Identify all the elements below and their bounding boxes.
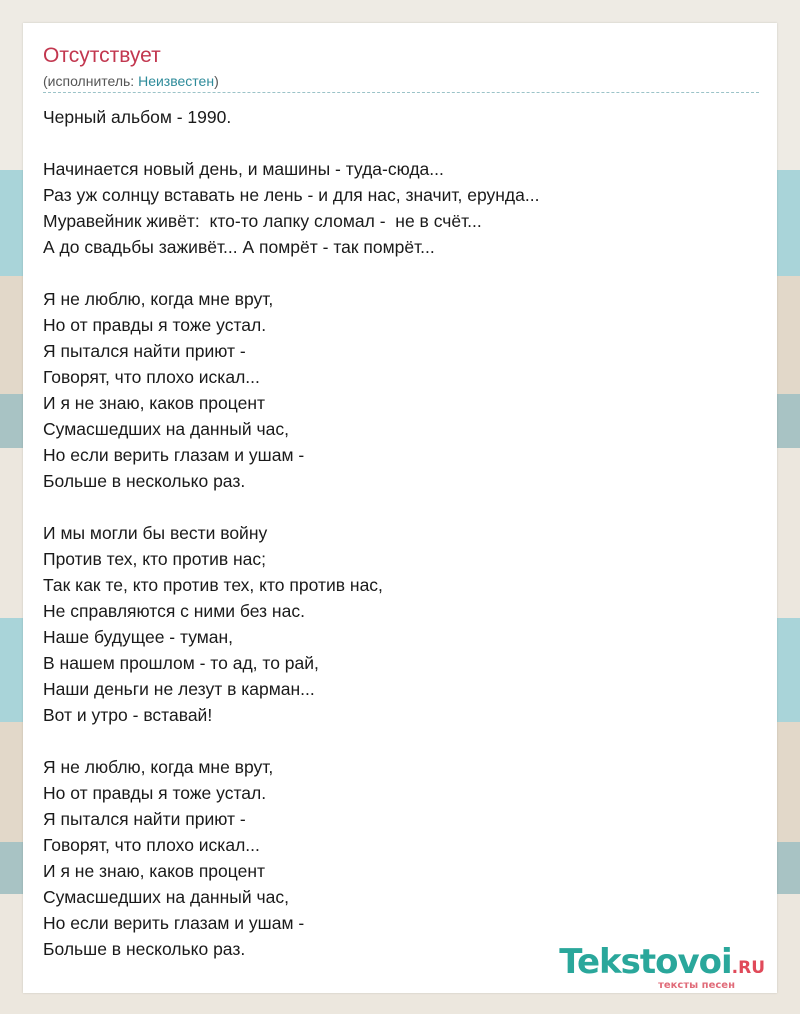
- lyrics-line: Я пытался найти приют -: [43, 341, 246, 361]
- lyrics-line: Говорят, что плохо искал...: [43, 835, 260, 855]
- logo-tld-text: .RU: [731, 958, 765, 978]
- lyrics-stanza: [43, 286, 743, 494]
- song-title: Отсутствует: [43, 44, 161, 67]
- logo-main-text: Tekstovoi: [559, 942, 732, 982]
- lyrics-line: Сумасшедших на данный час,: [43, 887, 289, 907]
- lyrics-line: Я не люблю, когда мне врут,: [43, 289, 274, 309]
- lyrics-line: Сумасшедших на данный час,: [43, 419, 289, 439]
- lyrics-stanza: [43, 520, 743, 728]
- lyrics-line: Вот и утро - вставай!: [43, 705, 213, 725]
- lyrics-line: Черный альбом - 1990.: [43, 107, 232, 127]
- lyrics-line: Но если верить глазам и ушам -: [43, 445, 305, 465]
- lyrics-line: Наше будущее - туман,: [43, 627, 234, 647]
- lyrics-line: Раз уж солнцу вставать не лень - и для нас, значит, ерунда...: [43, 185, 540, 205]
- lyrics-line: Не справляются с ними без нас.: [43, 601, 305, 621]
- lyrics-line: И я не знаю, каков процент: [43, 393, 266, 413]
- lyrics-stanza: [43, 156, 743, 260]
- lyrics-line: В нашем прошлом - то ад, то рай,: [43, 653, 319, 673]
- logo-subtitle: тексты песен: [658, 980, 735, 991]
- lyrics-line: И я не знаю, каков процент: [43, 861, 266, 881]
- divider: [43, 92, 759, 93]
- lyrics-line: Против тех, кто против нас;: [43, 549, 267, 569]
- artist-suffix: ): [214, 73, 219, 89]
- lyrics-line: Так как те, кто против тех, кто против нас,: [43, 575, 383, 595]
- artist-link[interactable]: Неизвестен: [138, 73, 215, 89]
- lyrics-line: Наши деньги не лезут в карман...: [43, 679, 315, 699]
- lyrics-line: Больше в несколько раз.: [43, 471, 246, 491]
- artist-line: [43, 72, 219, 90]
- lyrics-line: Муравейник живёт: кто-то лапку сломал - не в счёт...: [43, 211, 482, 231]
- lyrics-line: Говорят, что плохо искал...: [43, 367, 260, 387]
- lyrics-line: Но если верить глазам и ушам -: [43, 913, 305, 933]
- lyrics-text: [43, 104, 743, 962]
- lyrics-line: Начинается новый день, и машины - туда-сюда...: [43, 159, 444, 179]
- lyrics-line: А до свадьбы заживёт... А помрёт - так помрёт...: [43, 237, 435, 257]
- lyrics-line: Но от правды я тоже устал.: [43, 783, 267, 803]
- lyrics-stanza: [43, 754, 743, 962]
- lyrics-line: Я пытался найти приют -: [43, 809, 246, 829]
- lyrics-line: И мы могли бы вести войну: [43, 523, 268, 543]
- lyrics-stanza: [43, 104, 743, 130]
- lyrics-line: Больше в несколько раз.: [43, 939, 246, 959]
- site-logo[interactable]: [559, 944, 765, 991]
- artist-prefix: (исполнитель:: [43, 73, 139, 89]
- logo-wordmark: [559, 944, 765, 980]
- lyrics-line: Но от правды я тоже устал.: [43, 315, 267, 335]
- lyrics-panel: [23, 23, 777, 993]
- lyrics-line: Я не люблю, когда мне врут,: [43, 757, 274, 777]
